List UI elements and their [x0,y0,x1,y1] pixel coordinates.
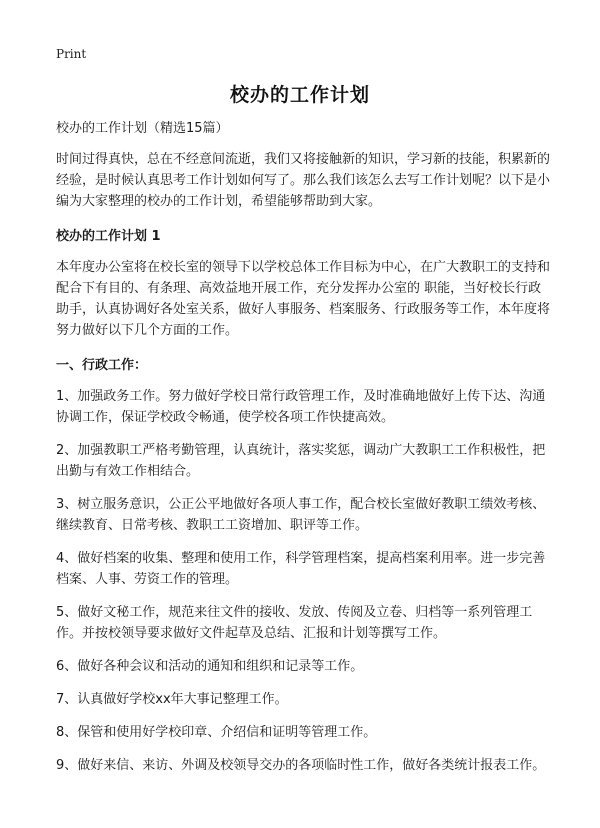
list-item: 4、做好档案的收集、整理和使用工作，科学管理档案，提高档案利用率。进一步完善档案、人事、劳资工作的管理。 [56,551,546,587]
section-heading: 一、行政工作： [56,358,148,373]
list-item: 6、做好各种会议和活动的通知和组织和记录等工作。 [56,659,364,674]
list-item: 9、做好来信、来访、外调及校领导交办的各项临时性工作，做好各类统计报表工作。 [56,758,546,773]
page-title: 校办的工作计划 [229,84,370,106]
list-item: 7、认真做好学校xx年大事记整理工作。 [56,692,288,707]
list-item: 3、树立服务意识，公正公平地做好各项人事工作，配合校长室做好教职工绩效考核、继续教育、日常考核、教职工工资增加、职评等工作。 [56,497,546,533]
list-item: 5、做好文秘工作，规范来往文件的接收、发放、传阅及立卷、归档等一系列管理工作。并按校领导要求做好文件起草及总结、汇报和计划等撰写工作。 [56,605,533,641]
plan-paragraph: 本年度办公室将在校长室的领导下以学校总体工作目标为中心，在广大教职工的支持和配合下有目的、有条理、高效益地开展工作，充分发挥办公室的 职能，当好校长行政助手，认真协调好各处室关系，做好人事服务、档案服务、行政服务等工作，本年度将努力做好以下几个方面的工作。 [56,260,551,338]
print-label[interactable]: Print [56,47,87,61]
list-item: 1、加强政务工作。努力做好学校日常行政管理工作，及时准确地做好上传下达、沟通协调工作，保证学校政令畅通，使学校各项工作快捷高效。 [56,389,546,425]
list-item: 2、加强教职工严格考勤管理，认真统计，落实奖惩，调动广大教职工工作积极性，把出勤与有效工作相结合。 [56,443,546,479]
plan-heading: 校办的工作计划 1 [56,229,161,244]
document-subtitle: 校办的工作计划（精选15篇） [56,121,229,136]
document-body [56,118,552,788]
list-item: 8、保管和使用好学校印章、介绍信和证明等管理工作。 [56,725,377,740]
intro-paragraph: 时间过得真快，总在不经意间流逝，我们又将接触新的知识，学习新的技能，积累新的经验，是时候认真思考工作计划如何写了。那么我们该怎么去写工作计划呢？以下是小编为大家整理的校办的工作计划，希望能够帮助到大家。 [56,152,551,209]
